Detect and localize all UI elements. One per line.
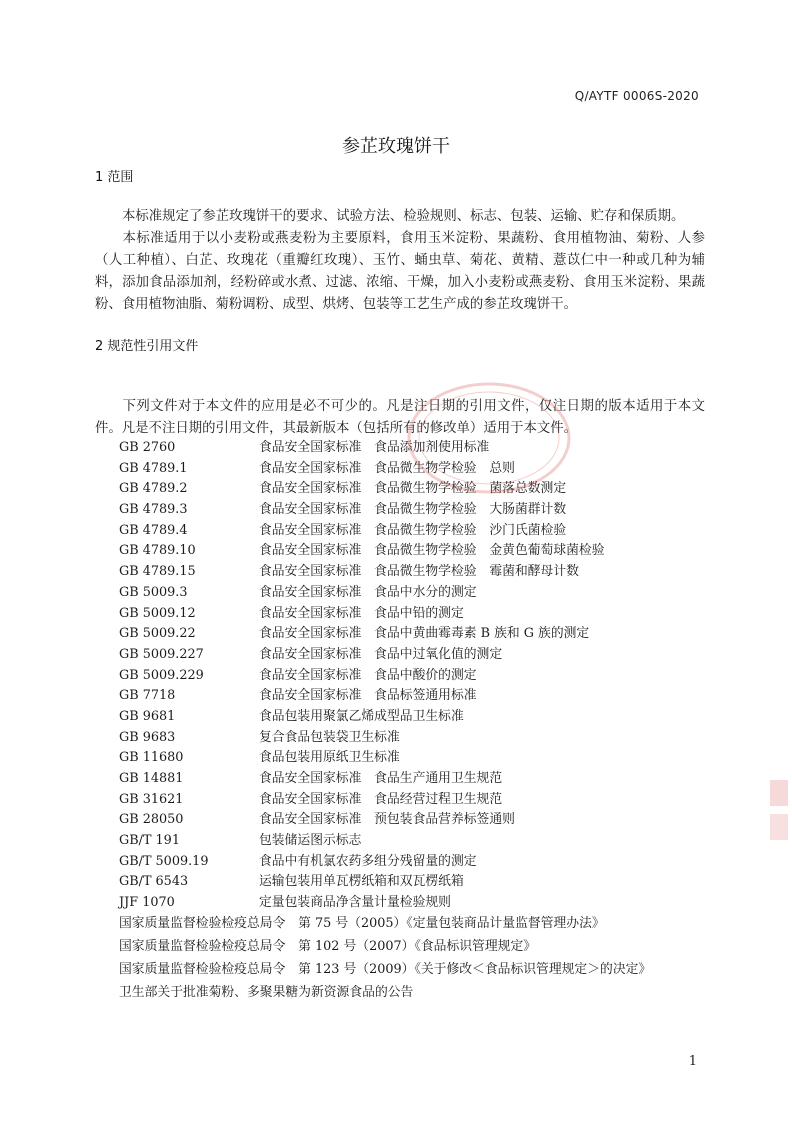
reference-item: [119, 746, 605, 767]
reference-item: [119, 850, 605, 871]
reference-title: 食品安全国家标准 食品微生物学检验 霉菌和酵母计数: [259, 564, 579, 580]
reference-code: GB 14881: [119, 771, 184, 786]
reference-title: 食品安全国家标准 食品微生物学检验 大肠菌群计数: [259, 502, 567, 518]
reference-title: 定量包装商品净含量计量检验规则: [259, 895, 451, 911]
reference-item: [119, 705, 605, 726]
reference-item: [119, 870, 605, 891]
reference-item: [119, 891, 605, 912]
scope-paragraph-1: 本标准规定了参芷玫瑰饼干的要求、试验方法、检验规则、标志、包装、运输、贮存和保质期。: [122, 209, 685, 224]
reference-title: 包装储运图示标志: [259, 833, 362, 849]
reference-item: [119, 560, 605, 581]
reference-title: 食品安全国家标准 预包装食品营养标签通则: [259, 812, 515, 828]
reference-title: 食品安全国家标准 食品微生物学检验 总则: [259, 460, 515, 476]
reference-code: GB/T 6543: [119, 874, 189, 890]
reference-code: GB 9683: [119, 729, 176, 745]
reference-code: GB 5009.227: [119, 646, 204, 662]
reference-title: 食品包装用聚氯乙烯成型品卫生标准: [259, 708, 464, 724]
reference-code: GB/T 5009.19: [119, 853, 209, 869]
reference-item: [119, 602, 605, 623]
page-number: 1: [688, 1054, 697, 1069]
reference-code: GB 5009.229: [119, 667, 204, 683]
reference-title: 运输包装用单瓦楞纸箱和双瓦楞纸箱: [259, 874, 464, 890]
reference-title: 食品安全国家标准 食品中黄曲霉毒素 B 族和 G 族的测定: [259, 626, 590, 642]
reference-item: [119, 519, 605, 540]
reference-code: GB 4789.2: [119, 481, 188, 497]
reference-title: 食品安全国家标准 食品标签通用标准: [259, 688, 477, 704]
regulation-list: [119, 912, 651, 1004]
reference-title: 食品中有机氯农药多组分残留量的测定: [259, 853, 477, 869]
reference-item: [119, 808, 605, 829]
red-seal-stamp: [404, 378, 574, 498]
section-heading-normative-references: 2 规范性引用文件: [95, 339, 199, 354]
regulation-item: 卫生部关于批准菊粉、多聚果糖为新资源食品的公告: [119, 985, 414, 1000]
reference-code: GB 4789.1: [119, 460, 188, 476]
reference-code: GB 5009.3: [119, 584, 188, 600]
reference-title: 食品安全国家标准 食品微生物学检验 菌落总数测定: [259, 481, 567, 497]
reference-code: GB 9681: [119, 708, 176, 724]
reference-code: JJF 1070: [119, 895, 175, 911]
document-title: 参芷玫瑰饼干: [342, 136, 450, 157]
reference-code: GB 7718: [119, 688, 176, 704]
reference-code: GB 4789.4: [119, 522, 188, 538]
standard-code: Q/AYTF 0006S-2020: [574, 89, 699, 103]
regulation-item: 国家质量监督检验检疫总局令 第 102 号（2007）《食品标识管理规定》: [119, 939, 537, 954]
reference-code: GB 2760: [119, 440, 176, 455]
reference-title: 食品安全国家标准 食品中过氧化值的测定: [259, 646, 503, 662]
reference-code: GB 11680: [119, 750, 184, 766]
reference-item: [119, 684, 605, 705]
reference-title: 食品安全国家标准 食品生产通用卫生规范: [259, 771, 503, 786]
reference-title: 食品安全国家标准 食品中酸价的测定: [259, 667, 477, 683]
reference-title: 食品安全国家标准 食品添加剂使用标准: [259, 440, 490, 455]
reference-code: GB 4789.10: [119, 543, 196, 559]
reference-title: 食品安全国家标准 食品微生物学检验 沙门氏菌检验: [259, 522, 567, 538]
reference-item: [119, 539, 605, 560]
reference-code: GB 4789.3: [119, 502, 188, 518]
reference-title: 食品包装用原纸卫生标准: [259, 750, 400, 766]
reference-item: [119, 664, 605, 685]
reference-code: GB 5009.12: [119, 605, 196, 621]
regulation-item: 国家质量监督检验检疫总局令 第 75 号（2005）《定量包装商品计量监督管理办法》: [119, 916, 605, 931]
reference-code: GB 31621: [119, 791, 184, 807]
reference-item: [119, 829, 605, 850]
section-heading-scope: 1 范围: [95, 170, 134, 185]
reference-code: GB/T 191: [119, 833, 180, 849]
reference-code: GB 5009.22: [119, 626, 196, 642]
reference-title: 复合食品包装袋卫生标准: [259, 729, 400, 745]
reference-item: [119, 622, 605, 643]
reference-item: [119, 581, 605, 602]
reference-item: [119, 767, 605, 788]
regulation-item: 国家质量监督检验检疫总局令 第 123 号（2009）《关于修改＜食品标识管理规定＞的决定》: [119, 962, 652, 977]
reference-title: 食品安全国家标准 食品经营过程卫生规范: [259, 791, 503, 807]
reference-item: [119, 788, 605, 809]
reference-list: [119, 436, 605, 912]
reference-code: GB 28050: [119, 812, 184, 828]
scope-paragraph-2: 本标准适用于以小麦粉或燕麦粉为主要原料，食用玉米淀粉、果蔬粉、食用植物油、菊粉、人参（人工种植）、白芷、玫瑰花（重瓣红玫瑰）、玉竹、蛹虫草、菊花、黄精、薏苡仁中一种或几种为辅料，添加食品添加剂，经粉碎或水煮、过滤、浓缩、干燥，加入小麦粉或燕麦粉、食用玉米淀粉、果蔬粉、食用植物油脂、菊粉调粉、成型、烘烤、包装等工艺生产成的参芷玫瑰饼干。: [95, 231, 705, 312]
reference-item: [119, 726, 605, 747]
reference-code: GB 4789.15: [119, 564, 196, 580]
edge-stamp-mark: [768, 776, 790, 846]
reference-item: [119, 643, 605, 664]
reference-title: 食品安全国家标准 食品中水分的测定: [259, 584, 477, 600]
reference-item: [119, 498, 605, 519]
reference-title: 食品安全国家标准 食品微生物学检验 金黄色葡萄球菌检验: [259, 543, 605, 559]
reference-title: 食品安全国家标准 食品中铅的测定: [259, 605, 464, 621]
references-intro-paragraph: 下列文件对于本文件的应用是必不可少的。凡是注日期的引用文件，仅注日期的版本适用于本文件。凡是不注日期的引用文件，其最新版本（包括所有的修改单）适用于本文件。: [95, 399, 705, 436]
